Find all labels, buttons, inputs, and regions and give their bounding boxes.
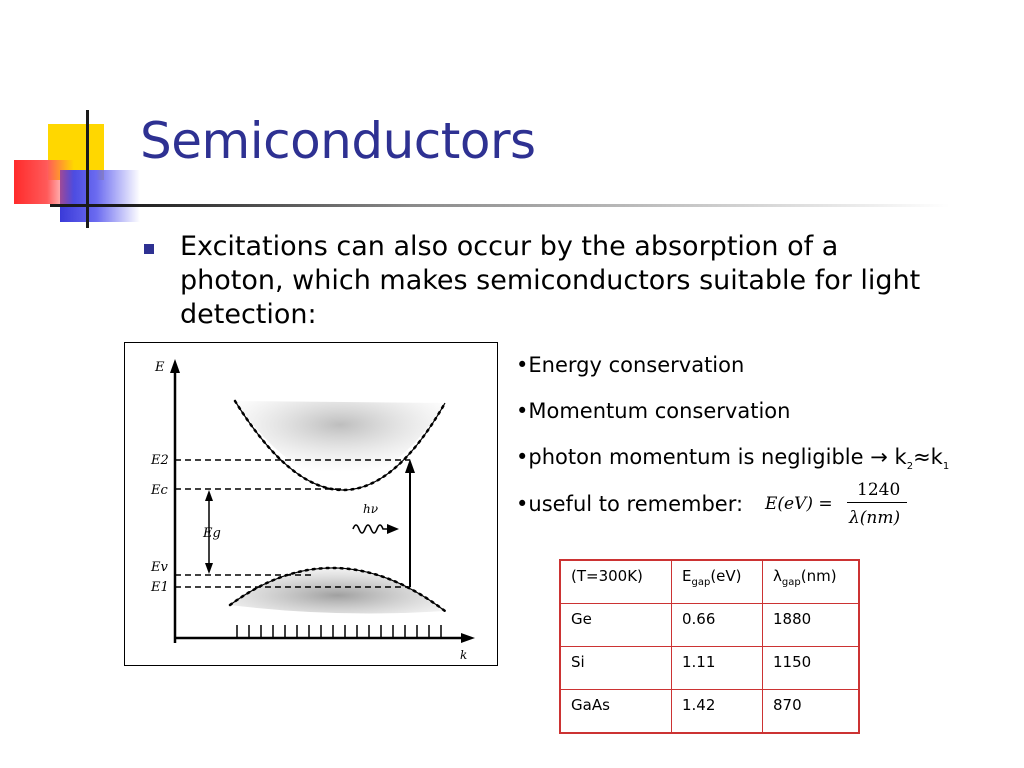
band-diagram-svg — [125, 343, 497, 665]
decor-horizontal-line — [50, 204, 950, 207]
cell: 1880 — [763, 604, 859, 647]
band-diagram — [124, 342, 498, 666]
label-k: k — [460, 648, 468, 662]
decor-red-square — [14, 160, 74, 204]
label-Eg: Eg — [203, 526, 221, 541]
k-relation: $k_2\approx k_1$ — [894, 445, 950, 473]
slide-title: Semiconductors — [140, 112, 536, 170]
cell: GaAs — [561, 690, 672, 733]
table-row — [561, 604, 859, 647]
equation-numerator: 1240 — [857, 480, 901, 500]
note-photon — [516, 445, 949, 472]
k-ticks — [237, 625, 441, 638]
equation-denominator: λ(nm) — [849, 508, 901, 528]
label-hv: hν — [363, 502, 379, 516]
label-Ev: Ev — [151, 560, 168, 575]
label-E2: E2 — [151, 453, 169, 468]
main-bullet-text: Excitations can also occur by the absorption of a photon, which makes semiconductors suitable for light detection: — [180, 231, 921, 330]
decor-vertical-line — [86, 110, 89, 228]
equation-lhs: E(eV) = — [765, 494, 833, 514]
header-lambda: $\lambda_{gap}(nm)$ — [763, 561, 859, 604]
table-header-row — [561, 561, 859, 604]
cell: 1.42 — [672, 690, 763, 733]
header-egap: $E_{gap}(eV)$ — [672, 561, 763, 604]
note-energy: •Energy conservation — [516, 353, 745, 377]
note-photon-text: •photon momentum is negligible — [516, 445, 864, 469]
bullet-square-icon — [144, 244, 154, 254]
right-arrow-icon: → — [870, 445, 888, 469]
note-momentum: •Momentum conservation — [516, 399, 791, 423]
cell: 1.11 — [672, 647, 763, 690]
cell: 0.66 — [672, 604, 763, 647]
label-Ec: Ec — [151, 483, 168, 498]
note-remember: •useful to remember: — [516, 492, 744, 516]
fraction-bar — [847, 502, 907, 503]
bandgap-table — [560, 560, 859, 733]
cell: 870 — [763, 690, 859, 733]
label-E: E — [155, 360, 165, 375]
table-row — [561, 647, 859, 690]
conduction-band-fill — [235, 401, 445, 480]
label-E1: E1 — [151, 580, 169, 595]
cell: 1150 — [763, 647, 859, 690]
table-row — [561, 690, 859, 733]
cell: Ge — [561, 604, 672, 647]
header-temp: (T=300K) — [561, 561, 672, 604]
cell: Si — [561, 647, 672, 690]
